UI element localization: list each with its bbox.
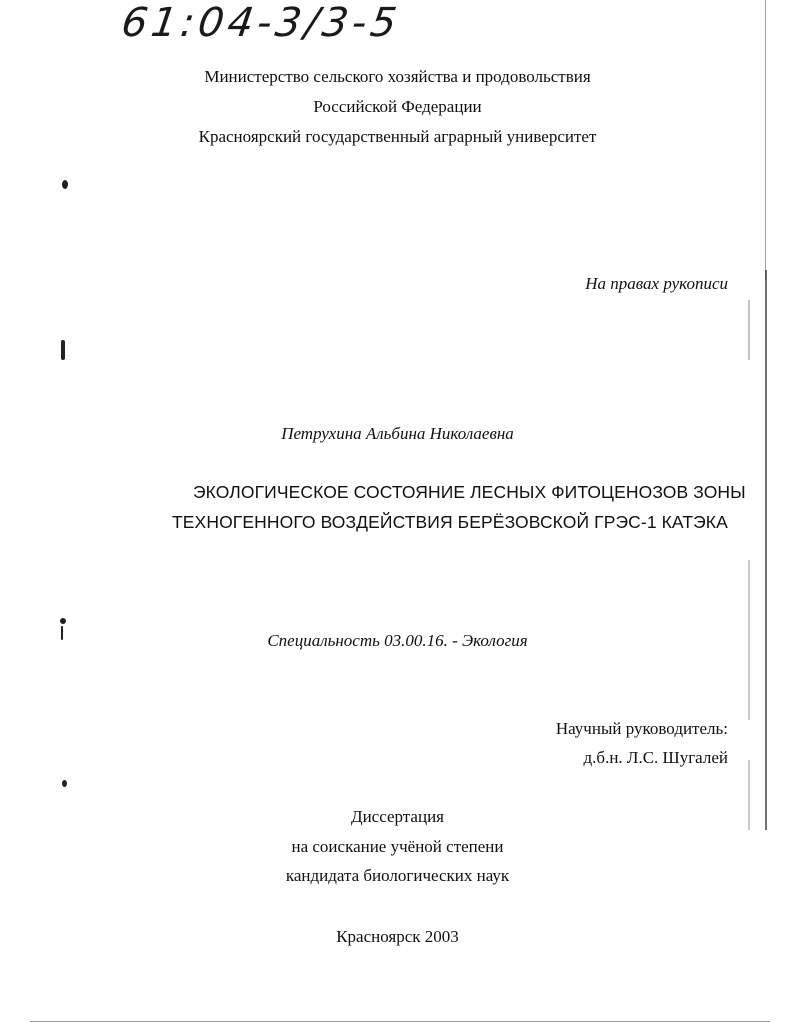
scan-mark bbox=[61, 340, 65, 360]
scan-mark bbox=[62, 780, 67, 787]
scan-edge-line bbox=[30, 1021, 770, 1022]
specialty: Специальность 03.00.16. - Экология bbox=[267, 631, 528, 650]
handwritten-archive-code: 61:04-3/3-5 bbox=[118, 0, 404, 46]
dissertation-line-2: на соискание учёной степени bbox=[291, 837, 504, 856]
scan-mark bbox=[60, 618, 66, 624]
dissertation-line-1: Диссертация bbox=[350, 807, 444, 826]
scan-edge-line bbox=[748, 300, 750, 360]
scan-edge-line bbox=[765, 0, 766, 280]
scan-edge-line bbox=[765, 270, 767, 830]
supervisor-name: д.б.н. Л.С. Шугалей bbox=[583, 748, 728, 767]
manuscript-note: На правах рукописи bbox=[585, 274, 728, 293]
scan-edge-line bbox=[748, 760, 750, 830]
scan-edge-line bbox=[748, 560, 750, 720]
university-name: Красноярский государственный аграрный университет bbox=[198, 127, 597, 146]
city-year: Красноярск 2003 bbox=[336, 927, 459, 946]
scan-mark bbox=[62, 180, 68, 189]
ministry-line-1: Министерство сельского хозяйства и продовольствия bbox=[204, 67, 591, 86]
dissertation-line-3: кандидата биологических наук bbox=[285, 866, 510, 885]
ministry-line-2: Российской Федерации bbox=[313, 97, 482, 116]
dissertation-title-line-2: ТЕХНОГЕННОГО ВОЗДЕЙСТВИЯ БЕРЁЗОВСКОЙ ГРЭС-1 КАТЭКА bbox=[172, 512, 728, 532]
scan-mark bbox=[61, 626, 63, 640]
supervisor-label: Научный руководитель: bbox=[555, 719, 728, 738]
dissertation-title-line-1: ЭКОЛОГИЧЕСКОЕ СОСТОЯНИЕ ЛЕСНЫХ ФИТОЦЕНОЗОВ ЗОНЫ bbox=[193, 482, 746, 502]
author-name: Петрухина Альбина Николаевна bbox=[281, 424, 514, 443]
